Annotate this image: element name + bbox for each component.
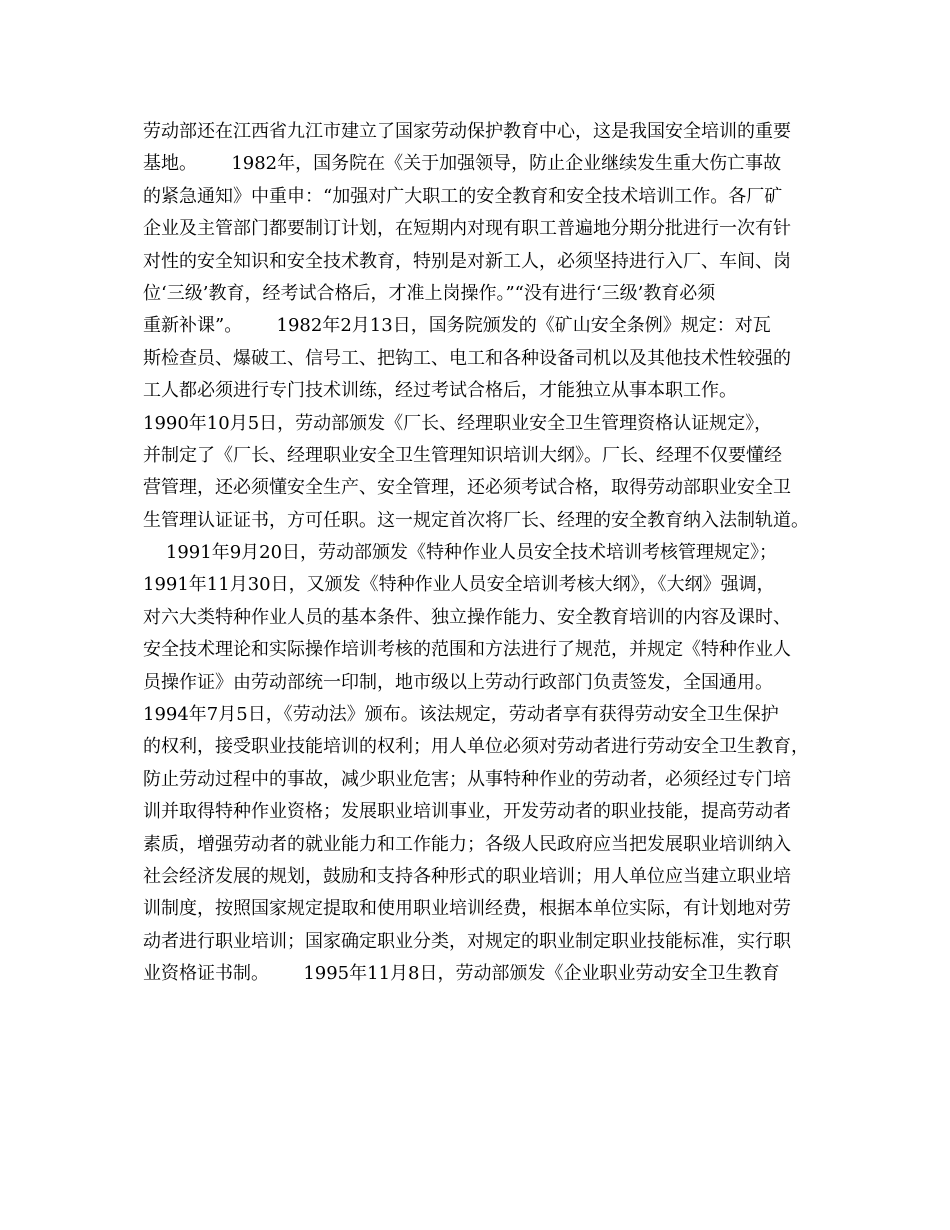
- text-line: 的紧急通知》中重申：“加强对广大职工的安全教育和安全技术培训工作。各厂矿: [143, 185, 783, 207]
- text-line: 工人都必须进行专门技术训练，经过考试合格后，才能独立从事本职工作。: [143, 380, 737, 402]
- text-line: 斯检查员、爆破工、信号工、把钩工、电工和各种设备司机以及其他技术性较强的: [143, 347, 791, 369]
- text-line: 防止劳动过程中的事故，减少职业危害；从事特种作业的劳动者，必须经过专门培: [143, 768, 791, 790]
- text-line: 基地。 1982年，国务院在《关于加强领导，防止企业继续发生重大伤亡事故: [143, 153, 782, 175]
- text-line: 的权利，接受职业技能培训的权利；用人单位必须对劳动者进行劳动安全卫生教育，: [143, 736, 809, 758]
- text-line: 安全技术理论和实际操作培训考核的范围和方法进行了规范，并规定《特种作业人: [143, 639, 791, 661]
- text-line: 位‘三级’教育，经考试合格后，才准上岗操作。”“没有进行‘三级’教育必须: [143, 282, 716, 304]
- text-line: 1991年11月30日，又颁发《特种作业人员安全培训考核大纲》，《大纲》强调，: [143, 574, 775, 596]
- text-line: 训制度，按照国家规定提取和使用职业培训经费，根据本单位实际，有计划地对劳: [143, 898, 791, 920]
- text-line: 训并取得特种作业资格；发展职业培训事业，开发劳动者的职业技能，提高劳动者: [143, 801, 791, 823]
- text-line: 生管理认证证书，方可任职。这一规定首次将厂长、经理的安全教育纳入法制轨道。: [143, 509, 809, 531]
- text-line: 1991年9月20日，劳动部颁发《特种作业人员安全技术培训考核管理规定》；: [143, 542, 778, 564]
- text-line: 对性的安全知识和安全技术教育，特别是对新工人，必须坚持进行入厂、车间、岗: [143, 250, 791, 272]
- text-line: 劳动部还在江西省九江市建立了国家劳动保护教育中心，这是我国安全培训的重要: [143, 121, 791, 142]
- text-line: 社会经济发展的规划，鼓励和支持各种形式的职业培训；用人单位应当建立职业培: [143, 865, 791, 887]
- text-line: 重新补课”。 1982年2月13日，国务院颁发的《矿山安全条例》规定：对瓦: [143, 315, 771, 337]
- text-line: 员操作证》由劳动部统一印制，地市级以上劳动行政部门负责签发，全国通用。: [143, 671, 773, 693]
- text-line: 企业及主管部门都要制订计划，在短期内对现有职工普遍地分期分批进行一次有针: [143, 218, 791, 240]
- text-line: 动者进行职业培训；国家确定职业分类，对规定的职业制定职业技能标准，实行职: [143, 930, 791, 952]
- text-line: 对六大类特种作业人员的基本条件、独立操作能力、安全教育培训的内容及课时、: [143, 606, 791, 628]
- text-line: 1994年7月5日，《劳动法》颁布。该法规定，劳动者享有获得劳动安全卫生保护: [143, 704, 779, 726]
- text-line: 1990年10月5日，劳动部颁发《厂长、经理职业安全卫生管理资格认证规定》，: [143, 412, 773, 434]
- text-line: 素质，增强劳动者的就业能力和工作能力；各级人民政府应当把发展职业培训纳入: [143, 833, 791, 855]
- text-line: 并制定了《厂长、经理职业安全卫生管理知识培训大纲》。厂长、经理不仅要懂经: [143, 444, 782, 466]
- text-line: 营管理，还必须懂安全生产、安全管理，还必须考试合格，取得劳动部职业安全卫: [143, 477, 791, 499]
- text-line: 业资格证书制。 1995年11月8日，劳动部颁发《企业职业劳动安全卫生教育: [143, 963, 780, 985]
- body-text: [143, 116, 823, 991]
